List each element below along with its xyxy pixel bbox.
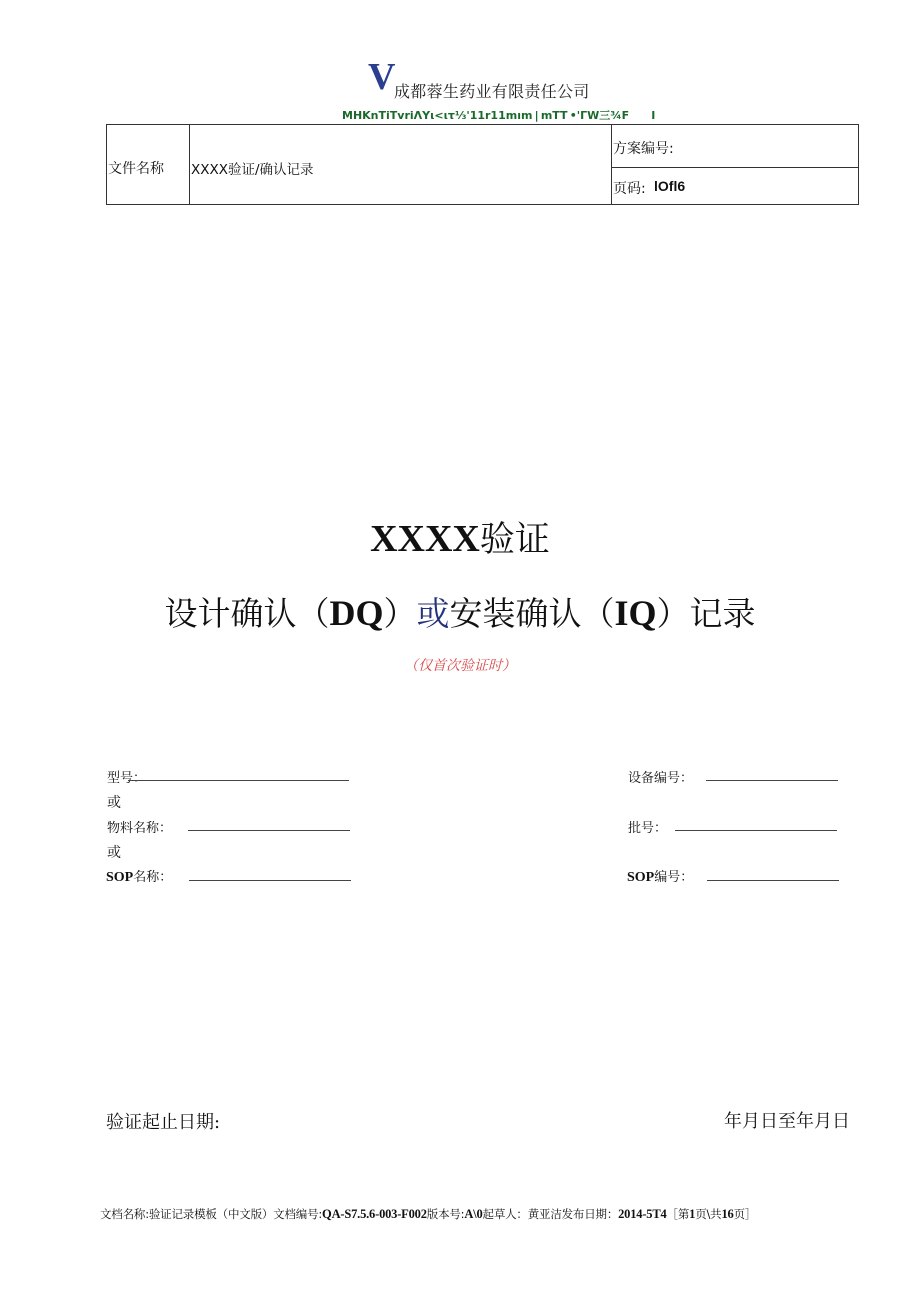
main-title-latin: XXXX [370,518,480,560]
doc-name-value: XXXX验证/确认记录 [191,162,314,178]
company-english-line: MHKnTiTvriΛYι<ιτ⅓'11r11mım | mTT •'ΓW三¾F I [342,109,656,122]
footer-version: A\0 [464,1207,483,1221]
page-value: lOfl6 [654,178,686,194]
sop-no-label [627,866,693,886]
footer-page-mid: 页\共 [695,1207,722,1221]
model-label: 型号： [107,771,147,786]
sop-name-label [106,866,172,886]
sub-title-dq: DQ [329,593,384,633]
sub-title-part-a: 设计确认（ [164,594,330,633]
footer-version-label: 版本号: [426,1207,465,1221]
batch-no-label: 批号： [628,821,668,836]
sop-name-suffix: 名称： [133,870,173,885]
first-validation-note: （仅首次验证时） [404,658,516,674]
plan-no-cell [612,125,858,168]
footer-page-close: 页］ [733,1207,757,1221]
page-label: 页码: [613,181,646,197]
sub-title-part-b: ） [383,594,417,633]
sop-no-suffix: 编号： [654,870,694,885]
footer-doc-no: QA-S7.5.6-003-F002 [322,1207,427,1221]
header-right-cell [612,125,858,204]
doc-name-label-cell [107,125,190,204]
footer-doc-name: 文档名称:验证记录模板（中文版）文档编号: [100,1207,323,1221]
equipment-no-label: 设备编号： [628,771,694,786]
document-footer [100,1206,756,1222]
material-name-label: 物料名称： [107,821,173,836]
company-logo-letter: V [368,56,396,98]
sub-title-part-d: ）记录 [656,594,756,633]
footer-page: 1 [689,1207,696,1221]
or-label-1: 或 [107,795,121,811]
sop-no-prefix: SOP [627,870,655,885]
header-table [106,124,859,205]
company-name: 成都蓉生药业有限责任公司 [394,82,590,101]
validation-period-label: 验证起止日期: [106,1112,221,1133]
validation-period-value: 年月日至年月日 [724,1111,850,1132]
material-name-field[interactable] [188,830,350,831]
footer-page-open: ［第 [666,1207,690,1221]
doc-name-value-cell [190,125,612,204]
footer-total: 16 [721,1207,734,1221]
sub-title-part-c: 安装确认（ [449,594,615,633]
main-title [0,512,920,562]
doc-name-label: 文件名称 [108,161,164,177]
sop-name-field[interactable] [189,880,351,881]
or-label-2: 或 [107,845,121,861]
sub-title-or: 或 [416,594,450,633]
footer-date: 2014-5T4 [618,1207,667,1221]
sop-no-field[interactable] [707,880,839,881]
plan-no-label: 方案编号: [613,141,674,157]
equipment-no-field[interactable] [706,780,838,781]
batch-no-field[interactable] [675,830,837,831]
main-title-cn: 验证 [479,520,550,560]
footer-author: 起草人：黄亚洁发布日期： [482,1207,619,1221]
model-field[interactable] [128,780,349,781]
sop-name-prefix: SOP [106,870,134,885]
sub-title [0,588,920,635]
sub-title-iq: IQ [614,593,657,633]
